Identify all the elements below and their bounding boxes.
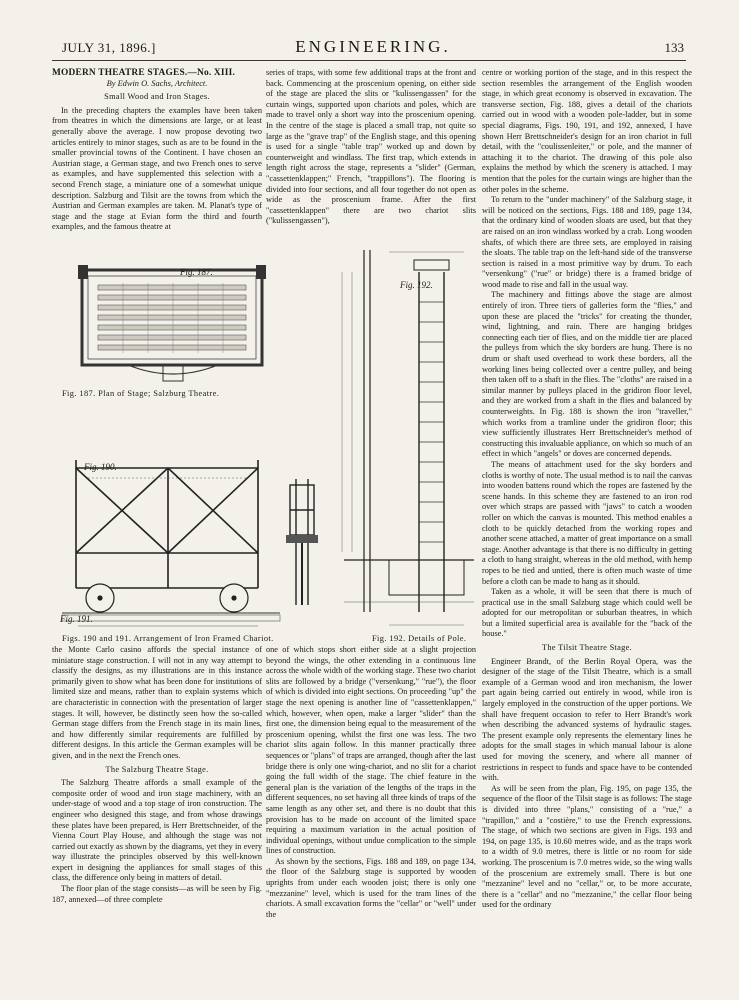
section-heading: The Salzburg Theatre Stage. — [105, 764, 209, 774]
paragraph: As will be seen from the plan, Fig. 195, on page 135, the sequence of the floor of the Tilsit stage is as follows: The stage is divided into three "plans," consisting of a "rue," a "trapillon," and a "costière," to use the French expressions. The stage, of which two sections are given in Figs. 193 and 194, on page 135, is 10.60 metres wide, and as the traps work to a width of 9.0 metres, there is little or no room for side working. The proscenium is 7.0 metres wide, so the wing walls of the proscenium are extremely small. There is but one "mezzanine" level and no "cellar," or, to be more accurate, there is a "cellar" and no "mezzanine," the cellar floor being used for the ordinary — [482, 783, 692, 910]
article-column-1-bottom — [52, 645, 262, 967]
paragraph: Engineer Brandt, of the Berlin Royal Opera, was the designer of the stage of the Tilsit Theatre, which is a small example of a German wood and iron mechanism, the lower part again being carried out entirely in wood, while iron is largely employed in the construction of the upper portions. We shall have frequent occasion to refer to Herr Brandt's work when describing the advanced systems of hydraulic stages. The present example only represents the elementary lines he adopts for the small stages in which manual labour is alone used for moving the scenery, and where all manner of restrictions in respect to funds and space have to be contended with. — [482, 656, 692, 783]
section-heading: The Tilsit Theatre Stage. — [541, 643, 633, 653]
figure-187 — [78, 265, 268, 387]
article-byline: By Edwin O. Sachs, Architect. — [106, 78, 208, 88]
paragraph: To return to the "under machinery" of the Salzburg stage, it will be noticed on the sections, Figs. 188 and 189, page 134, that the ordinary kind of wooden sloats are used, but that they are raised on an iron windlass worked by a crab. Long wooden shafts, of which there are three sets, are employed in raising the sloats. The table trap on the left-hand side of the transverse section is raised in a most primitive way by drum. To each "versenkung" ("rue" or bridge) there is a framed bridge of wood made to rise and fall in the usual way. — [482, 195, 692, 289]
article-column-2-bottom — [266, 645, 476, 967]
article-column-2-top — [266, 68, 476, 233]
paragraph: the Monte Carlo casino affords the special instance of miniature stage construction. I will not in any way attempt to classify the designs, as my illustrations are in this instance primarily given to show what has been done for institutions of limited size and means, rather than to explain systems which are characteristic in connection with the presentation of larger stages. It will, however, be distinctly seen how the so-called German stage differs from the French stage in its main lines, and how differently similar requirements are fulfilled by different designs. In this article the German examples will be given, and in the next the French ones. — [52, 645, 262, 760]
figure-190-191 — [58, 448, 286, 633]
figure-label: Fig. 192. — [400, 280, 433, 290]
paragraph: series of traps, with some few additional traps at the front and back. Commencing at the proscenium opening, on either side of the stage are placed the slits or "kulissengassen" for the curtain wings, supported upon chariots and poles, which are made to travel only a short way into the proscenium opening. In the centre of the stage is placed a small trap, not quite so large as the "grave trap" of the English stage, and this opening is used for a single "table trap" worked up and down by counterweight and windlass. The first trap, which extends in length right across the stage, represents a "slider" (German, "cassettenklappen;" French, "trappillons"). The flooring is divided into four sections, and all four together do not open as wide as the proscenium frame. After the first "cassettenklappen" there are two chariot slits ("kulissengassen"), — [266, 68, 476, 226]
figure-192-caption: Fig. 192. Details of Pole. — [372, 634, 467, 643]
article-column-1-top — [52, 68, 262, 233]
paragraph: In the preceding chapters the examples have been taken from theatres in which the dimensions are large, or at least generally above the average. I now propose devoting two articles entirely to minor stages, such as are to be found in the smaller provincial towns of the Continent. I have chosen an Austrian stage, a German stage, and two French ones to serve as examples, and have supplemented this selection with a second French stage, a miniature one of a somewhat unique description. Salzburg and Tilsit are the towns from which the Austrian and German examples are taken. M. Planat's type of stage and the stage at Evian form the third and fourth examples, and the famous theatre at — [52, 105, 262, 232]
page-header — [62, 37, 684, 62]
paragraph: The machinery and fittings above the stage are almost entirely of iron. Three tiers of galleries form the "flies," and upon these are placed the "tricks" for creating the thunder, wind, lightning, and rain. There are hanging bridges connecting each tier of flies, and on the middle tier are placed the pulleys from which the sky borders are hung. There is no drum or shaft used overhead to work these borders, all the working lines being collected over a centre pulley, and being then taken off to a shaft in the flies. The "cloths" are raised in a similar manner by pulleys placed in the gridiron floor level, and they are worked from a shaft in the flies and balanced by counterweights. In Fig. 188 is shown the iron "traveller," which works from a tramline under the gridiron floor; this view sufficiently illustrates Herr Brettschneider's method of constructing this invaluable appliance, on which so much of an effect in which "angels" or doves are concerned depends. — [482, 290, 692, 459]
article-title: MODERN THEATRE STAGES.—No. XIII. — [52, 68, 235, 78]
page-number: 133 — [664, 40, 684, 55]
issue-date: JULY 31, 1896.] — [62, 40, 156, 55]
pole-attachment-detail — [282, 475, 324, 610]
paragraph: Taken as a whole, it will be seen that there is much of practical use in the small Salzburg stage which could well be adopted for our metropolitan or suburban theatres, in which but a limited superficial area is available for the "back of the house." — [482, 587, 692, 639]
figure-190-191-caption: Figs. 190 and 191. Arrangement of Iron Framed Chariot. — [62, 634, 274, 643]
header-rule — [52, 60, 686, 61]
paragraph: The floor plan of the stage consists—as will be seen by Fig. 187, annexed—of three complete — [52, 884, 262, 904]
figure-label: Fig. 191. — [60, 614, 93, 624]
paragraph: As shown by the sections, Figs. 188 and 189, on page 134, the floor of the Salzburg stage is supported by wooden uprights from under each wooden joist; there is only one "mezzanine" level, which is used for the tram lines of the chariots. A small excavation forms the "cellar" or "well" under the — [266, 856, 476, 919]
paragraph: The Salzburg Theatre affords a small example of the composite order of wood and iron stage machinery, with an under-stage of wood and a top stage of iron construction. The engineer who designed this stage, and from whose drawings these plates have been prepared, is Herr Brettschneider, of the Vienna Court Play House, and although the stage was not carried out exactly as shown by the diagrams, yet they in every way illustrate the principles observed by this well-known expert in designing the appliances for small stages of this class, the difference only being in matters of detail. — [52, 778, 262, 883]
paragraph: The means of attachment used for the sky borders and cloths is worthy of note. The usual method is to nail the canvas into wooden battens round which the ropes are fastened by the scene hands. In this scheme they are fastened to an iron rod over which straps are passed with "jaws" to catch a wooden roller on which the canvas is mounted. This method enables a cloth to be quickly detached from the working ropes and another scene attached, a matter of great importance on a small stage. Another advantage is that there is no difficulty in getting a cloth to hang straight, whereas in the old method, with hemp ropes to be tied and untied, there is often much waste of time before a cloth can be made to hang as it should. — [482, 459, 692, 586]
figure-label: Fig. 190. — [84, 462, 117, 472]
paragraph: one of which stops short either side at a slight projection beyond the wings, the other extending in a continuous line across the whole width of the working stage. These two chariot slits are followed by a bridge ("versenkung," "rue"), the floor of which is divided into eight sections. On proceeding "up" the stage the next opening is another line of "cassettenklappen," which, however, when open, make a larger "slider" than the first one, the dimension being equal to the measurement of the proscenium opening, whilst the first one was less. The two chariot slits again follow. In this manner practically three sequences or "plans" of traps are arranged, though after the last bridge there is only one wing-chariot, and no slit for a chariot going the full width of the stage. The chief feature in the general plan is the variation of the lengths of the traps in the different sequences, no set having all three kinds of traps of the same length as any other set, and there is no doubt that this provision has to be made on account of the limited space requiring a maximum variation in the actual position of individual openings, without undue complication to the simple lines of construction. — [266, 645, 476, 856]
figure-192 — [334, 242, 479, 637]
figure-label: Fig. 187. — [180, 267, 213, 277]
journal-title: ENGINEERING. — [295, 37, 451, 56]
paragraph: centre or working portion of the stage, and in this respect the section resembles the arrangement of the English wooden stage, in which great economy is observed in excavation. The transverse section, Fig. 188, gives a detail of the chariots carried out in wood with a wooden pole-ladder, but in some special diagrams, Figs. 190, 191, and 192, annexed, I have shown Herr Brettschneider's design for an iron chariot in full detail, with the "coulissenleiter," or pole, and the manner of attaching it to the chariot. The drawing of this pole also explains the method by which the scenery is attached. I may mention that the poles for the curtain wings are higher than the other poles in the scheme. — [482, 68, 692, 194]
section-heading: Small Wood and Iron Stages. — [104, 92, 210, 102]
figure-187-caption: Fig. 187. Plan of Stage; Salzburg Theatre. — [62, 389, 220, 398]
article-column-3 — [482, 68, 692, 968]
